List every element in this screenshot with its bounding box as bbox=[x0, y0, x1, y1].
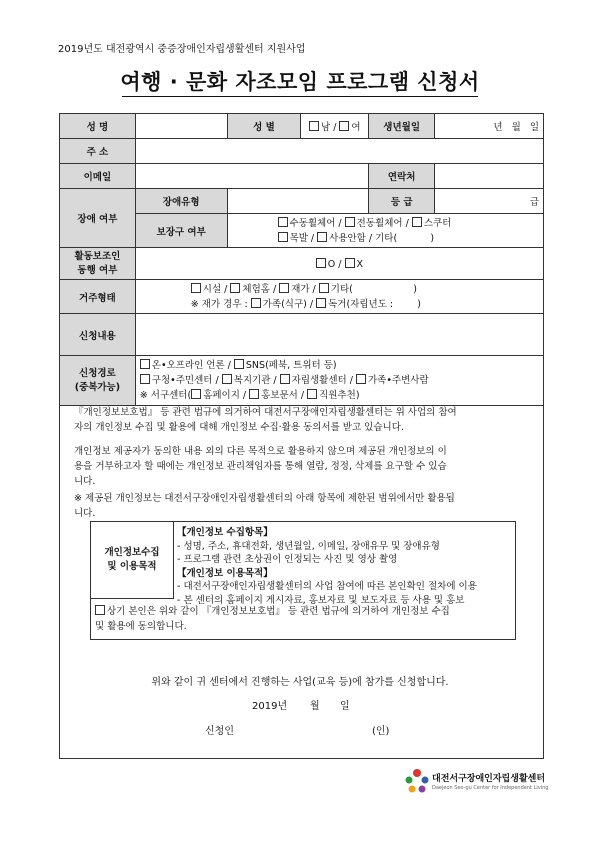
consent-agreement[interactable] bbox=[95, 604, 511, 634]
birth-field[interactable]: 년 월 일 bbox=[435, 114, 544, 139]
aid-options[interactable] bbox=[227, 214, 543, 248]
gender-field[interactable]: 남 / 여 bbox=[301, 114, 369, 139]
assistant-field[interactable] bbox=[135, 248, 543, 280]
aid-option-5: 사용안함 / 기타( ) bbox=[329, 232, 435, 244]
residence-options[interactable] bbox=[135, 280, 543, 314]
aid-option-4: 목발 / bbox=[289, 232, 318, 244]
staff-referral-checkbox[interactable] bbox=[307, 389, 317, 399]
home-checkbox[interactable] bbox=[279, 283, 289, 293]
grade-field[interactable]: 급 bbox=[435, 189, 544, 214]
privacy-p1-line1: 『개인정보보호법』 등 관련 법규에 의거하여 대전서구장애인자립생활센터는 위 사업의 참여 bbox=[74, 407, 457, 418]
route-option-9: 홍보문서 / bbox=[261, 390, 308, 401]
aid-option-1: 수동휠체어 / bbox=[289, 217, 345, 229]
facility-checkbox[interactable] bbox=[191, 283, 201, 293]
privacy-p3-line1: ※ 제공된 개인정보는 대전서구장애인자립생활센터의 아래 항목에 제한된 범위에서만 활용됩 bbox=[74, 493, 455, 504]
header-text: 2019년도 대전광역시 중증장애인자립생활센터 지원사업 bbox=[58, 44, 306, 55]
email-label: 이메일 bbox=[60, 164, 136, 189]
contact-label: 연락처 bbox=[369, 164, 435, 189]
pr-document-checkbox[interactable] bbox=[249, 389, 259, 399]
sns-checkbox[interactable] bbox=[234, 359, 244, 369]
name-field[interactable] bbox=[135, 114, 227, 139]
consent-line1: 상기 본인은 위와 같이 『개인정보보호법』 등 관련 법규에 의거하여 개인정보 수집 bbox=[107, 606, 450, 617]
route-option-4: 복지기관 / bbox=[233, 375, 280, 386]
privacy-p2-line1: 개인정보 제공자가 동의한 내용 외의 다른 목적으로 활용하지 않으며 제공된 개인정보의 이 bbox=[74, 446, 447, 457]
alone-checkbox[interactable] bbox=[316, 298, 326, 308]
experience-home-checkbox[interactable] bbox=[230, 283, 240, 293]
consent-line2: 및 활용에 동의합니다. bbox=[95, 621, 187, 632]
other-checkbox[interactable] bbox=[319, 283, 329, 293]
power-wheelchair-checkbox[interactable] bbox=[345, 217, 355, 227]
welfare-checkbox[interactable] bbox=[222, 374, 232, 384]
manual-wheelchair-checkbox[interactable] bbox=[278, 217, 288, 227]
consent-purpose-label bbox=[91, 522, 174, 599]
disability-type-field[interactable] bbox=[227, 189, 369, 214]
privacy-p2-line3: 니다. bbox=[74, 476, 96, 487]
route-option-8: 홈페이지 / bbox=[203, 390, 250, 401]
scooter-checkbox[interactable] bbox=[412, 217, 422, 227]
route-label-line1: 신청경로 bbox=[79, 367, 116, 379]
date-day: 일 bbox=[340, 701, 350, 712]
residence-option-4: 기타( ) bbox=[330, 283, 417, 295]
usage-purpose-1: - 대전서구장애인자립생활센터의 사업 참여에 따른 본인확인 절차에 이용 bbox=[177, 581, 477, 592]
consent-label-line1: 개인정보수집 bbox=[104, 547, 160, 558]
collection-item-2: - 프로그램 관련 초상권이 인정되는 사진 및 영상 촬영 bbox=[177, 554, 398, 565]
route-option-10: 직원추천) bbox=[319, 390, 360, 401]
female-checkbox[interactable] bbox=[339, 121, 349, 131]
name-label: 성 명 bbox=[60, 114, 136, 139]
route-label-line2: (중복가능) bbox=[74, 381, 121, 393]
content-field[interactable] bbox=[135, 314, 543, 356]
consent-checkbox[interactable] bbox=[95, 605, 105, 615]
residence-option-6: 독거(자립년도 : ) bbox=[328, 298, 421, 310]
privacy-paragraph-2 bbox=[74, 444, 532, 489]
apply-statement: 위와 같이 귀 센터에서 진행하는 사업(교육 등)에 참가를 신청합니다. bbox=[151, 677, 449, 688]
address-label: 주 소 bbox=[60, 139, 136, 164]
date-month: 월 bbox=[310, 701, 320, 712]
collection-item-1: - 성명, 주소, 휴대전화, 생년월일, 이메일, 장애유무 및 장애유형 bbox=[177, 540, 440, 552]
residence-label: 거주형태 bbox=[60, 280, 136, 314]
seal-mark: (인) bbox=[372, 726, 390, 737]
disability-label: 장애 여부 bbox=[60, 189, 136, 248]
content-label: 신청내용 bbox=[60, 314, 136, 356]
title-underline bbox=[122, 96, 478, 97]
assistant-label-line1: 활동보조인 bbox=[74, 250, 121, 262]
residence-option-5: 가족(식구) / bbox=[262, 298, 317, 310]
privacy-paragraph-3 bbox=[74, 491, 532, 521]
aid-label: 보장구 여부 bbox=[135, 214, 227, 248]
application-form-table bbox=[59, 113, 544, 406]
residence-note: ※ 재가 경우 : bbox=[190, 298, 251, 310]
gender-label: 성 별 bbox=[227, 114, 301, 139]
date-year: 2019년 bbox=[252, 701, 288, 712]
email-field[interactable] bbox=[135, 164, 368, 189]
center-logo-subtitle: Daejeon Seo-gu Center for Independent Living bbox=[432, 785, 549, 791]
route-option-1: 온•오프라인 언론 / bbox=[151, 360, 234, 371]
aid-option-2: 전동휠체어 / bbox=[356, 217, 412, 229]
male-label: 남 bbox=[320, 122, 331, 133]
female-label: 여 bbox=[351, 122, 361, 133]
usage-purpose-2: - 본 센터의 홈페이지 게시자료, 홍보자료 및 보도자료 등 사용 및 홍보 bbox=[177, 594, 465, 606]
route-option-7: ※ 서구센터( bbox=[139, 390, 192, 401]
assistant-no-checkbox[interactable] bbox=[345, 258, 355, 268]
district-office-checkbox[interactable] bbox=[140, 374, 150, 384]
media-checkbox[interactable] bbox=[140, 359, 150, 369]
applicant-label: 신청인 bbox=[205, 726, 234, 737]
route-option-6: 가족•주변사람 bbox=[367, 375, 429, 386]
assistant-label-line2: 동행 여부 bbox=[77, 264, 118, 276]
male-checkbox[interactable] bbox=[309, 121, 319, 131]
page-title: 여행 · 문화 자조모임 프로그램 신청서 bbox=[120, 70, 480, 94]
crutch-checkbox[interactable] bbox=[278, 232, 288, 242]
usage-purpose-heading: 【개인정보 이용목적】 bbox=[177, 567, 273, 579]
assistant-label bbox=[60, 248, 136, 280]
center-logo-icon bbox=[405, 768, 429, 794]
center-logo bbox=[405, 768, 555, 798]
route-option-5: 자립생활센터 / bbox=[291, 375, 356, 386]
disability-type-label: 장애유형 bbox=[135, 189, 227, 214]
privacy-paragraph-1 bbox=[74, 405, 532, 435]
center-logo-name: 대전서구장애인자립생활센터 bbox=[432, 774, 546, 784]
family-friends-checkbox[interactable] bbox=[356, 374, 366, 384]
route-option-3: 구청•주민센터 / bbox=[151, 375, 222, 386]
contact-field[interactable] bbox=[435, 164, 544, 189]
assistant-yes-label: O / bbox=[327, 258, 345, 270]
residence-option-3: 재가 / bbox=[291, 283, 319, 295]
grade-label: 등 급 bbox=[369, 189, 435, 214]
aid-option-3: 스쿠터 bbox=[423, 217, 452, 229]
family-checkbox[interactable] bbox=[251, 298, 261, 308]
privacy-p2-line2: 용을 거부하고자 할 때에는 개인정보 관리책임자를 통해 열람, 정정, 삭제를 요구할 수 있습 bbox=[74, 461, 447, 472]
privacy-p3-line2: 니다. bbox=[74, 508, 96, 519]
assistant-no-label: X bbox=[356, 258, 364, 270]
assistant-yes-checkbox[interactable] bbox=[316, 258, 326, 268]
none-checkbox[interactable] bbox=[317, 232, 327, 242]
center-checkbox[interactable] bbox=[280, 374, 290, 384]
collection-items-heading: 【개인정보 수집항목】 bbox=[177, 527, 273, 538]
address-field[interactable] bbox=[135, 139, 543, 164]
route-options[interactable] bbox=[135, 356, 543, 406]
homepage-checkbox[interactable] bbox=[191, 389, 201, 399]
residence-option-1: 시설 / bbox=[202, 283, 231, 295]
consent-details bbox=[177, 526, 513, 607]
residence-option-2: 체험홈 / bbox=[242, 283, 280, 295]
route-label bbox=[60, 356, 136, 406]
privacy-p1-line2: 자의 개인정보 수집 및 활용에 대해 개인정보 수집·활용 동의서를 받고 있습니다. bbox=[74, 422, 404, 433]
birth-label: 생년월일 bbox=[369, 114, 435, 139]
consent-label-line2: 및 이용목적 bbox=[107, 561, 157, 572]
route-option-2: SNS(페북, 트위터 등) bbox=[245, 360, 337, 371]
consent-box bbox=[90, 521, 516, 640]
